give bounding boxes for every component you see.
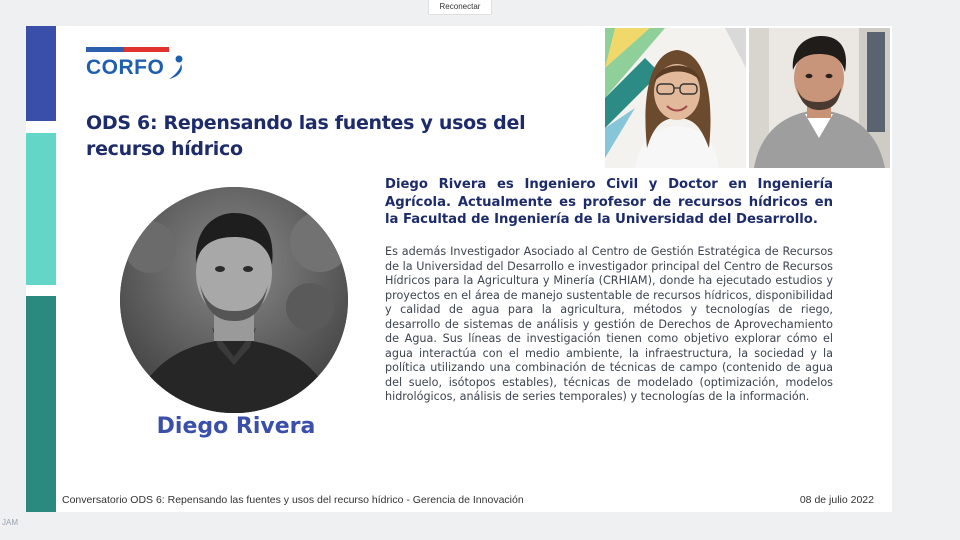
logo-stripe-blue (86, 47, 124, 52)
slide-footer-event: Conversatorio ODS 6: Repensando las fuentes y usos del recurso hídrico - Gerencia de Innovación (62, 494, 524, 506)
logo-text: CORFO (86, 56, 165, 79)
participant-video-1[interactable] (605, 28, 746, 168)
speaker-name: Diego Rivera (156, 414, 316, 439)
slide-title: ODS 6: Repensando las fuentes y usos del recurso hídrico (86, 112, 526, 160)
corfo-person-icon (167, 55, 185, 81)
corner-label: JAM (2, 518, 18, 527)
bio-lead-paragraph: Diego Rivera es Ingeniero Civil y Doctor en Ingeniería Agrícola. Actualmente es profesor de recursos hídricos en la Facultad de Ingeniería de la Universidad del Desarrollo. (385, 177, 833, 227)
decor-bar-dark-teal (26, 296, 56, 512)
corfo-logo (86, 44, 196, 84)
reconnect-button[interactable]: Reconectar (428, 0, 492, 15)
decor-bar-teal (26, 133, 56, 285)
bio-body-paragraph: Es además Investigador Asociado al Centro de Gestión Estratégica de Recursos de la Universidad del Desarrollo e investigador principal del Centro de Recursos Hídricos para la Agricultura y Minería (CRHIAM), donde ha ejecutado estudios y proyectos en el área de manejo sustentable de recursos hídricos, disponibilidad y calidad de agua para la agricultura, métodos y tecnologías de riego, desarrollo de sistemas de análisis y gestión de Derechos de Aprovechamiento de Agua. Sus líneas de investigación tienen como objetivo explorar cómo el agua interactúa con el medio ambiente, la infraestructura, la sociedad y la política utilizando una combinación de técnicas de campo (contenido de agua del suelo, isótopos estables), técnicas de modelado (optimización, modelos hidrológicos, análisis de series temporales) y tecnologías de la información. (385, 245, 833, 403)
decor-bar-blue (26, 26, 56, 121)
logo-stripe-red (124, 47, 169, 52)
speaker-photo (120, 187, 348, 413)
slide-footer-date: 08 de julio 2022 (799, 494, 874, 506)
participant-video-2[interactable] (749, 28, 890, 168)
